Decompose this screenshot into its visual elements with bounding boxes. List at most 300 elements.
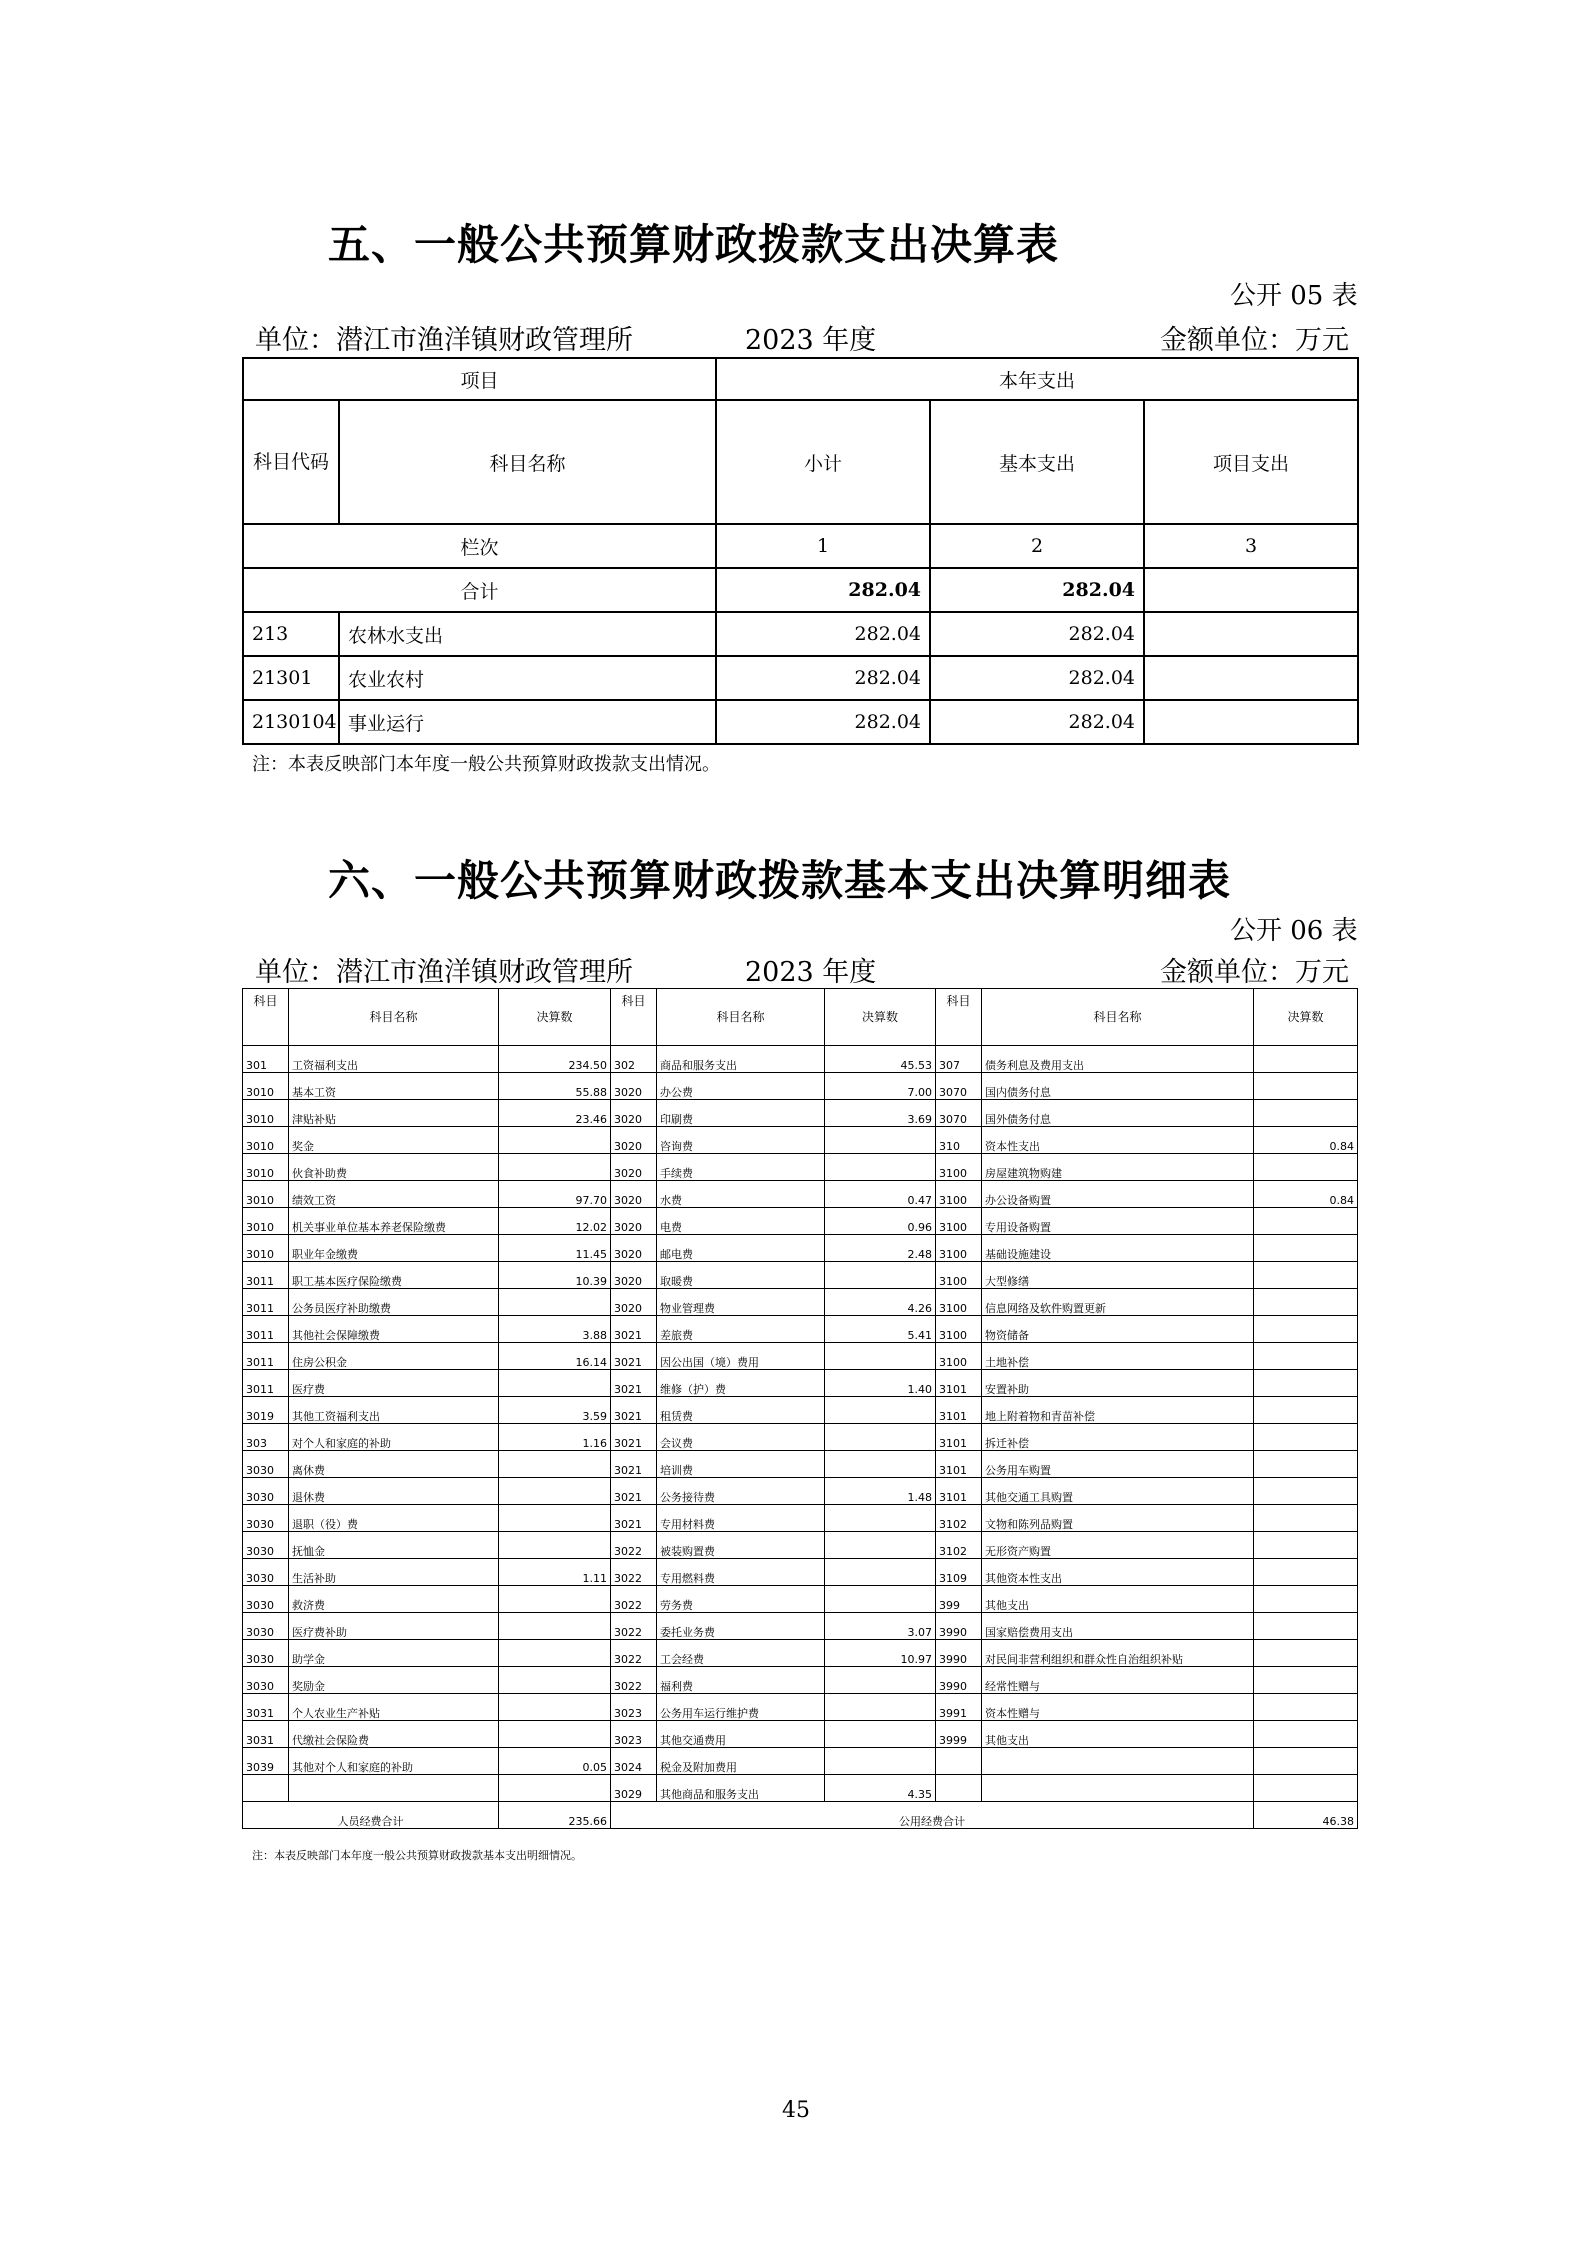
row-amount-1: [499, 1640, 611, 1667]
row-code-2: 3023: [611, 1721, 657, 1748]
row-name: 农林水支出: [339, 612, 716, 656]
header-project: 项目支出: [1144, 400, 1358, 524]
row-code-2: 3023: [611, 1694, 657, 1721]
header-code: 科目代码: [243, 400, 339, 524]
row-name-2: 公务接待费: [657, 1478, 825, 1505]
row-name-3: 对民间非营利组织和群众性自治组织补贴: [982, 1640, 1254, 1667]
row-code-3: 3109: [936, 1559, 982, 1586]
row-code-3: 3101: [936, 1451, 982, 1478]
row-name-1: [289, 1775, 499, 1802]
row-amount-3: [1254, 1343, 1358, 1370]
row-code: 2130104: [243, 700, 339, 744]
row-name-2: 物业管理费: [657, 1289, 825, 1316]
row-code-2: 3020: [611, 1235, 657, 1262]
row-amount-2: 5.41: [825, 1316, 936, 1343]
table-row: [243, 1451, 1358, 1478]
row-amount-2: [825, 1667, 936, 1694]
footer-row: [243, 1802, 1358, 1829]
row-name-1: 职业年金缴费: [289, 1235, 499, 1262]
row-code-1: 3011: [243, 1370, 289, 1397]
row-name-2: 其他交通费用: [657, 1721, 825, 1748]
row-amount-2: 3.69: [825, 1100, 936, 1127]
section5-table-tag: 公开 05 表: [1230, 281, 1358, 311]
table-row: [243, 700, 1358, 744]
row-name-1: 奖金: [289, 1127, 499, 1154]
row-code-2: 3020: [611, 1289, 657, 1316]
section5-table: [242, 357, 1359, 745]
row-code-2: 3022: [611, 1613, 657, 1640]
row-name-2: 会议费: [657, 1424, 825, 1451]
row-amount-3: [1254, 1640, 1358, 1667]
row-amount-3: [1254, 1478, 1358, 1505]
row-name-1: 机关事业单位基本养老保险缴费: [289, 1208, 499, 1235]
row-code-1: 3011: [243, 1316, 289, 1343]
row-name-2: 印刷费: [657, 1100, 825, 1127]
row-name-1: 助学金: [289, 1640, 499, 1667]
row-name-3: 拆迁补偿: [982, 1424, 1254, 1451]
row-code-1: 3010: [243, 1127, 289, 1154]
row-name-1: 抚恤金: [289, 1532, 499, 1559]
table-row: [243, 1478, 1358, 1505]
row-name-1: 津贴补贴: [289, 1100, 499, 1127]
row-code-1: 3031: [243, 1721, 289, 1748]
row-code-3: 3100: [936, 1181, 982, 1208]
row-amount-2: [825, 1748, 936, 1775]
public-total-value: 46.38: [1254, 1802, 1358, 1829]
row-name-3: 专用设备购置: [982, 1208, 1254, 1235]
row-name-2: 咨询费: [657, 1127, 825, 1154]
row-amount-2: 0.96: [825, 1208, 936, 1235]
row-code-3: 3070: [936, 1073, 982, 1100]
row-code-3: 3101: [936, 1397, 982, 1424]
table-row: [243, 1181, 1358, 1208]
table-row: [243, 1721, 1358, 1748]
row-name-3: 国外债务付息: [982, 1100, 1254, 1127]
header-name-1: 科目名称: [289, 989, 499, 1046]
row-name-2: 维修（护）费: [657, 1370, 825, 1397]
row-amount-2: 45.53: [825, 1046, 936, 1073]
row-name-3: [982, 1748, 1254, 1775]
row-amount-1: [499, 1289, 611, 1316]
row-code-2: 3021: [611, 1505, 657, 1532]
header-amount-3: 决算数: [1254, 989, 1358, 1046]
row-code-1: 3030: [243, 1667, 289, 1694]
column-index-label: 栏次: [243, 524, 716, 568]
row-amount-2: 1.40: [825, 1370, 936, 1397]
row-name-2: 租赁费: [657, 1397, 825, 1424]
row-code-3: 3990: [936, 1667, 982, 1694]
table-row: [243, 612, 1358, 656]
row-code-3: 3101: [936, 1370, 982, 1397]
row-name-3: [982, 1775, 1254, 1802]
table-row: [243, 1208, 1358, 1235]
row-code-1: 3030: [243, 1505, 289, 1532]
row-name-1: 住房公积金: [289, 1343, 499, 1370]
row-code-3: 3101: [936, 1478, 982, 1505]
row-code-3: 3101: [936, 1424, 982, 1451]
row-amount-1: 11.45: [499, 1235, 611, 1262]
row-name-1: 生活补助: [289, 1559, 499, 1586]
row-code-3: 3100: [936, 1235, 982, 1262]
section6-note: 注：本表反映部门本年度一般公共预算财政拨款基本支出明细情况。: [252, 1849, 582, 1862]
row-basic: 282.04: [930, 612, 1144, 656]
row-code-2: 3022: [611, 1667, 657, 1694]
table-row: [243, 1343, 1358, 1370]
row-project: [1144, 656, 1358, 700]
row-code-2: 3022: [611, 1586, 657, 1613]
row-name-3: 公务用车购置: [982, 1451, 1254, 1478]
row-amount-2: [825, 1424, 936, 1451]
row-amount-2: 4.26: [825, 1289, 936, 1316]
row-name-1: 医疗费: [289, 1370, 499, 1397]
row-code-3: 3990: [936, 1640, 982, 1667]
row-code-2: 3020: [611, 1181, 657, 1208]
row-amount-3: [1254, 1748, 1358, 1775]
row-name-2: 专用燃料费: [657, 1559, 825, 1586]
row-amount-2: 4.35: [825, 1775, 936, 1802]
row-name-2: 委托业务费: [657, 1613, 825, 1640]
table-row: [243, 1586, 1358, 1613]
row-code: 21301: [243, 656, 339, 700]
row-amount-2: [825, 1559, 936, 1586]
row-code-3: 399: [936, 1586, 982, 1613]
table-row: [243, 1640, 1358, 1667]
row-amount-1: 0.05: [499, 1748, 611, 1775]
row-code-2: 3021: [611, 1397, 657, 1424]
row-code-2: 3020: [611, 1262, 657, 1289]
row-code-1: 3030: [243, 1613, 289, 1640]
row-amount-1: [499, 1451, 611, 1478]
table-row: [243, 1532, 1358, 1559]
row-code-1: 3011: [243, 1262, 289, 1289]
row-amount-1: [499, 1532, 611, 1559]
row-code-2: 3021: [611, 1343, 657, 1370]
row-name-2: 因公出国（境）费用: [657, 1343, 825, 1370]
row-amount-3: [1254, 1613, 1358, 1640]
row-code-1: 3010: [243, 1235, 289, 1262]
row-name-1: 工资福利支出: [289, 1046, 499, 1073]
row-name-2: 公务用车运行维护费: [657, 1694, 825, 1721]
row-code-2: 3021: [611, 1478, 657, 1505]
row-amount-1: [499, 1478, 611, 1505]
row-code-1: 3030: [243, 1478, 289, 1505]
row-name-2: 福利费: [657, 1667, 825, 1694]
row-code-3: 3991: [936, 1694, 982, 1721]
row-name-1: 奖励金: [289, 1667, 499, 1694]
table-row: [243, 1316, 1358, 1343]
row-amount-2: [825, 1721, 936, 1748]
section6-year: 2023 年度: [745, 957, 877, 988]
section6-table-tag: 公开 06 表: [1230, 916, 1358, 946]
row-amount-1: 97.70: [499, 1181, 611, 1208]
row-code-2: 3020: [611, 1100, 657, 1127]
row-name-1: 代缴社会保险费: [289, 1721, 499, 1748]
table-row: [243, 1100, 1358, 1127]
column-index-2: 2: [930, 524, 1144, 568]
row-name-3: 其他支出: [982, 1586, 1254, 1613]
row-name-3: 其他交通工具购置: [982, 1478, 1254, 1505]
row-code-2: 3020: [611, 1154, 657, 1181]
row-name-1: 公务员医疗补助缴费: [289, 1289, 499, 1316]
row-code-2: 3022: [611, 1640, 657, 1667]
header-current-expense: 本年支出: [716, 358, 1358, 400]
row-amount-3: [1254, 1775, 1358, 1802]
row-code-2: 3020: [611, 1127, 657, 1154]
row-code-1: 3010: [243, 1208, 289, 1235]
row-amount-3: [1254, 1289, 1358, 1316]
row-amount-3: [1254, 1154, 1358, 1181]
row-code-2: 3020: [611, 1073, 657, 1100]
row-amount-2: [825, 1505, 936, 1532]
public-total-label: 公用经费合计: [611, 1802, 1254, 1829]
row-code-1: 3010: [243, 1100, 289, 1127]
row-name-1: 离休费: [289, 1451, 499, 1478]
row-amount-1: [499, 1586, 611, 1613]
section5-year: 2023 年度: [745, 325, 877, 356]
row-subtotal: 282.04: [716, 656, 930, 700]
total-row: [243, 568, 1358, 612]
header-code-1: 科目: [243, 989, 289, 1046]
row-amount-3: [1254, 1694, 1358, 1721]
row-amount-1: [499, 1667, 611, 1694]
row-code-3: 3100: [936, 1262, 982, 1289]
row-name-2: 手续费: [657, 1154, 825, 1181]
row-code: 213: [243, 612, 339, 656]
table-row: [243, 1262, 1358, 1289]
row-amount-2: 7.00: [825, 1073, 936, 1100]
row-name-2: 水费: [657, 1181, 825, 1208]
table-row: [243, 1235, 1358, 1262]
section5-amount-unit: 金额单位：万元: [1160, 325, 1349, 356]
row-name-3: 信息网络及软件购置更新: [982, 1289, 1254, 1316]
row-amount-3: 0.84: [1254, 1181, 1358, 1208]
header-subtotal: 小计: [716, 400, 930, 524]
row-basic: 282.04: [930, 656, 1144, 700]
row-amount-3: [1254, 1370, 1358, 1397]
row-code-3: 3100: [936, 1343, 982, 1370]
row-amount-3: [1254, 1073, 1358, 1100]
row-amount-2: [825, 1127, 936, 1154]
column-index-3: 3: [1144, 524, 1358, 568]
row-amount-1: 55.88: [499, 1073, 611, 1100]
row-name-2: 工会经费: [657, 1640, 825, 1667]
row-code-2: 3021: [611, 1451, 657, 1478]
row-code-3: 3990: [936, 1613, 982, 1640]
row-code-1: 3010: [243, 1181, 289, 1208]
row-amount-2: [825, 1343, 936, 1370]
row-name-2: 专用材料费: [657, 1505, 825, 1532]
row-amount-2: 2.48: [825, 1235, 936, 1262]
row-code-1: 3010: [243, 1073, 289, 1100]
row-amount-2: 0.47: [825, 1181, 936, 1208]
table-row: [243, 1559, 1358, 1586]
row-name-1: 基本工资: [289, 1073, 499, 1100]
row-amount-1: 234.50: [499, 1046, 611, 1073]
row-code-3: [936, 1775, 982, 1802]
row-name-2: 劳务费: [657, 1586, 825, 1613]
row-amount-1: 3.59: [499, 1397, 611, 1424]
row-code-2: 3021: [611, 1316, 657, 1343]
page-number: 45: [782, 2098, 810, 2123]
header-code-2: 科目: [611, 989, 657, 1046]
row-code-3: 310: [936, 1127, 982, 1154]
row-code-1: 3030: [243, 1586, 289, 1613]
row-amount-2: [825, 1262, 936, 1289]
row-amount-1: 10.39: [499, 1262, 611, 1289]
row-subtotal: 282.04: [716, 700, 930, 744]
row-name-1: 伙食补助费: [289, 1154, 499, 1181]
row-amount-1: [499, 1370, 611, 1397]
section5-title: 五、一般公共预算财政拨款支出决算表: [328, 220, 1060, 269]
table-row: [243, 1370, 1358, 1397]
row-amount-1: [499, 1721, 611, 1748]
total-basic: 282.04: [930, 568, 1144, 612]
row-code-1: 3039: [243, 1748, 289, 1775]
table-row: [243, 1154, 1358, 1181]
row-name-1: 退休费: [289, 1478, 499, 1505]
row-amount-2: [825, 1586, 936, 1613]
row-amount-1: [499, 1127, 611, 1154]
row-amount-1: [499, 1154, 611, 1181]
row-name-2: 商品和服务支出: [657, 1046, 825, 1073]
row-amount-2: [825, 1397, 936, 1424]
row-name-1: 退职（役）费: [289, 1505, 499, 1532]
row-code-3: 3100: [936, 1154, 982, 1181]
row-name-3: 地上附着物和青苗补偿: [982, 1397, 1254, 1424]
row-code-1: 3031: [243, 1694, 289, 1721]
row-amount-1: 23.46: [499, 1100, 611, 1127]
row-code-3: 3100: [936, 1289, 982, 1316]
row-code-3: [936, 1748, 982, 1775]
row-amount-2: [825, 1694, 936, 1721]
row-code-1: 3030: [243, 1532, 289, 1559]
row-name-3: 物资储备: [982, 1316, 1254, 1343]
row-code-1: 3030: [243, 1640, 289, 1667]
header-code-3: 科目: [936, 989, 982, 1046]
header-basic: 基本支出: [930, 400, 1144, 524]
column-index-1: 1: [716, 524, 930, 568]
row-code-2: 3020: [611, 1208, 657, 1235]
table-row: [243, 1127, 1358, 1154]
section5-unit: 单位：潜江市渔洋镇财政管理所: [255, 325, 633, 356]
row-amount-3: [1254, 1505, 1358, 1532]
row-code-3: 307: [936, 1046, 982, 1073]
row-name-2: 办公费: [657, 1073, 825, 1100]
row-code-3: 3070: [936, 1100, 982, 1127]
row-amount-2: 10.97: [825, 1640, 936, 1667]
header-amount-1: 决算数: [499, 989, 611, 1046]
row-amount-3: [1254, 1667, 1358, 1694]
section6-table: [242, 988, 1358, 1829]
row-name-2: 电费: [657, 1208, 825, 1235]
row-code-1: 3030: [243, 1559, 289, 1586]
row-amount-3: [1254, 1262, 1358, 1289]
row-amount-1: [499, 1694, 611, 1721]
row-name: 事业运行: [339, 700, 716, 744]
header-name: 科目名称: [339, 400, 716, 524]
row-amount-3: [1254, 1424, 1358, 1451]
row-code-3: 3102: [936, 1532, 982, 1559]
row-code-1: [243, 1775, 289, 1802]
total-subtotal: 282.04: [716, 568, 930, 612]
row-amount-2: 3.07: [825, 1613, 936, 1640]
header-name-3: 科目名称: [982, 989, 1254, 1046]
row-project: [1144, 612, 1358, 656]
table-row: [243, 1289, 1358, 1316]
row-name-1: 其他对个人和家庭的补助: [289, 1748, 499, 1775]
row-name-3: 基础设施建设: [982, 1235, 1254, 1262]
table-row: [243, 1613, 1358, 1640]
row-code-1: 3011: [243, 1289, 289, 1316]
row-amount-1: [499, 1775, 611, 1802]
table-row: [243, 1046, 1358, 1073]
table-row: [243, 1667, 1358, 1694]
row-code-1: 3030: [243, 1451, 289, 1478]
row-amount-3: [1254, 1586, 1358, 1613]
row-name-3: 文物和陈列品购置: [982, 1505, 1254, 1532]
section6-title: 六、一般公共预算财政拨款基本支出决算明细表: [328, 856, 1232, 905]
total-project: [1144, 568, 1358, 612]
row-amount-1: 1.16: [499, 1424, 611, 1451]
row-name-1: 个人农业生产补贴: [289, 1694, 499, 1721]
row-name-3: 其他支出: [982, 1721, 1254, 1748]
row-name: 农业农村: [339, 656, 716, 700]
section6-amount-unit: 金额单位：万元: [1160, 957, 1349, 988]
row-amount-3: [1254, 1208, 1358, 1235]
section5-note: 注：本表反映部门本年度一般公共预算财政拨款支出情况。: [252, 754, 720, 775]
row-name-3: 房屋建筑物购建: [982, 1154, 1254, 1181]
row-amount-2: 1.48: [825, 1478, 936, 1505]
row-amount-3: [1254, 1451, 1358, 1478]
row-amount-2: [825, 1532, 936, 1559]
row-name-3: 债务利息及费用支出: [982, 1046, 1254, 1073]
row-name-1: 其他社会保障缴费: [289, 1316, 499, 1343]
row-code-3: 3100: [936, 1208, 982, 1235]
row-code-1: 3010: [243, 1154, 289, 1181]
row-amount-1: 12.02: [499, 1208, 611, 1235]
row-code-3: 3999: [936, 1721, 982, 1748]
row-name-3: 办公设备购置: [982, 1181, 1254, 1208]
row-name-3: 无形资产购置: [982, 1532, 1254, 1559]
row-code-1: 301: [243, 1046, 289, 1073]
row-amount-3: 0.84: [1254, 1127, 1358, 1154]
row-code-1: 3019: [243, 1397, 289, 1424]
row-name-3: 安置补助: [982, 1370, 1254, 1397]
row-name-1: 职工基本医疗保险缴费: [289, 1262, 499, 1289]
row-amount-1: [499, 1613, 611, 1640]
row-amount-3: [1254, 1532, 1358, 1559]
row-name-3: 土地补偿: [982, 1343, 1254, 1370]
row-name-2: 税金及附加费用: [657, 1748, 825, 1775]
row-name-1: 其他工资福利支出: [289, 1397, 499, 1424]
table-row: [243, 1694, 1358, 1721]
row-amount-3: [1254, 1046, 1358, 1073]
row-basic: 282.04: [930, 700, 1144, 744]
table-row: [243, 1424, 1358, 1451]
row-amount-1: 16.14: [499, 1343, 611, 1370]
row-name-3: 经常性赠与: [982, 1667, 1254, 1694]
row-name-1: 救济费: [289, 1586, 499, 1613]
row-amount-1: [499, 1505, 611, 1532]
row-name-2: 其他商品和服务支出: [657, 1775, 825, 1802]
row-name-1: 绩效工资: [289, 1181, 499, 1208]
row-code-2: 3021: [611, 1424, 657, 1451]
row-amount-3: [1254, 1397, 1358, 1424]
row-name-2: 差旅费: [657, 1316, 825, 1343]
row-subtotal: 282.04: [716, 612, 930, 656]
personnel-total-value: 235.66: [499, 1802, 611, 1829]
row-name-1: 对个人和家庭的补助: [289, 1424, 499, 1451]
